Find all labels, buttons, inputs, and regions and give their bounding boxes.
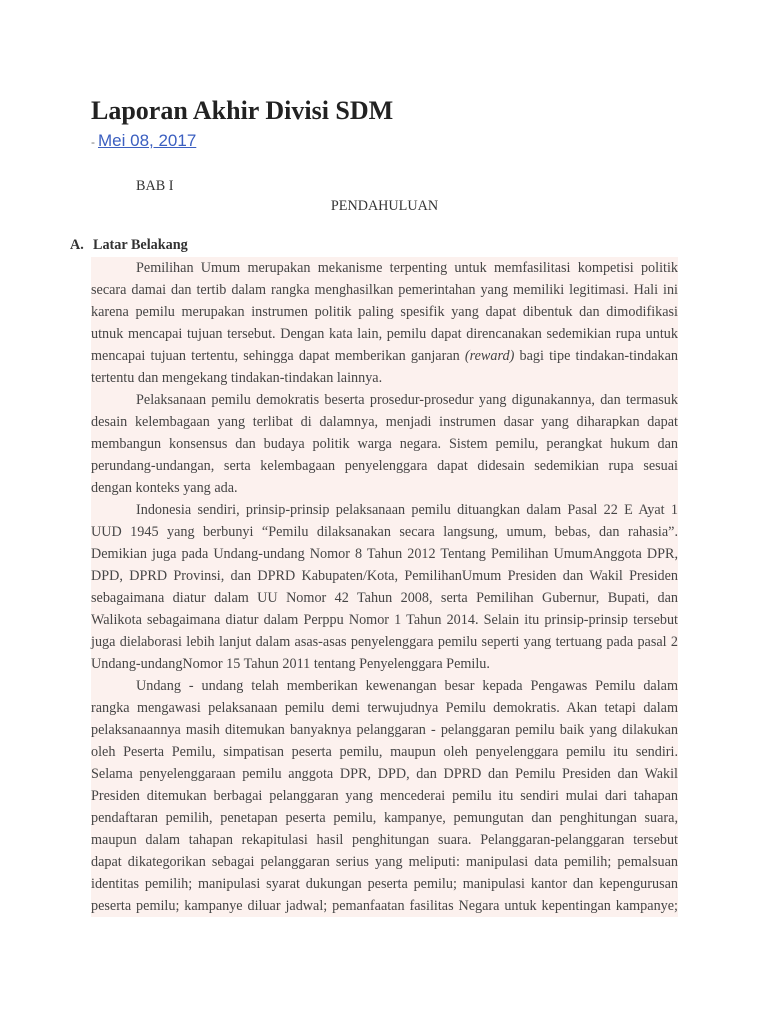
line-text: Indonesia sendiri, prinsip-prinsip pelaksanaan pemilu dituangkan dalam Pasal 22 E Ayat 1	[136, 502, 678, 518]
line-text: juga dielaborasi lebih lanjut dalam asas-asas penyelenggara pemilu seperti yang tertuang pada pasal 2	[91, 634, 678, 650]
post-meta	[91, 131, 196, 152]
line-text: rangka mengawasi pelaksanaan pemilu demi terwujudnya Pemilu demokratis. Akan tetapi dalam	[91, 700, 678, 716]
emphasis-text: (reward)	[464, 348, 515, 364]
paragraph-line	[91, 851, 678, 873]
paragraph	[91, 389, 678, 499]
line-text: peserta pemilu; kampanye diluar jadwal; pemanfaatan fasilitas Negara untuk kepentingan kampanye;	[91, 898, 678, 914]
paragraph-line	[91, 763, 678, 785]
chapter-label: BAB I	[136, 178, 174, 194]
line-text: utnuk mencapai tujuan tersebut. Dengan kata lain, pemilu dapat direncanakan sedemikian rupa untuk	[91, 326, 678, 342]
paragraph-line	[91, 323, 678, 345]
paragraph-line	[91, 279, 678, 301]
line-text: secara damai dan tertib dalam rangka menghasilkan pemerintahan yang memiliki legitimasi. Hali ini	[91, 282, 678, 298]
paragraph	[91, 499, 678, 675]
line-text: karena pemilu merupakan instrumen politik paling spesifik yang dapat dibentuk dan dimodifikasi	[91, 304, 678, 320]
line-text: Presiden ditemukan berbagai pelanggaran yang mencederai pemilu itu sendiri mulai dari tahapan	[91, 788, 678, 804]
paragraph-line	[91, 675, 678, 697]
date-prefix: -	[91, 135, 95, 149]
line-text: tertentu dan mengekang tindakan-tindakan lainnya.	[91, 370, 383, 386]
line-text: sebagaimana diatur dalam UU Nomor 42 Tahun 2008, serta Pemilihan Gubernur, Bupati, dan	[91, 590, 678, 606]
body-text	[91, 257, 678, 917]
line-text: Demikian juga pada Undang-undang Nomor 8 Tahun 2012 Tentang Pemilihan UmumAnggota DPR,	[91, 546, 678, 562]
paragraph-line	[91, 719, 678, 741]
line-text: pelaksanaannya masih ditemukan banyaknya pelanggaran - pelanggaran pemilu baik yang dilakukan	[91, 722, 678, 738]
section-marker: A.	[70, 237, 84, 253]
paragraph-line	[91, 455, 678, 477]
paragraph-line	[91, 499, 678, 521]
chapter-title: PENDAHULUAN	[330, 198, 439, 214]
line-text: oleh Peserta Pemilu, simpatisan peserta pemilu, maupun oleh penyelenggara pemilu itu sendiri.	[91, 744, 678, 760]
line-text: DPD, DPRD Provinsi, dan DPRD Kabupaten/Kota, PemilihanUmum Presiden dan Wakil Presiden	[91, 568, 678, 584]
paragraph-line	[91, 829, 678, 851]
paragraph-line	[91, 433, 678, 455]
line-text: bagi tipe tindakan-tindakan	[514, 348, 678, 364]
post-date-link[interactable]: Mei 08, 2017	[98, 131, 197, 150]
section-title: Latar Belakang	[93, 237, 188, 253]
paragraph-line	[91, 389, 678, 411]
paragraph-line	[91, 895, 678, 917]
line-text: perundang-undangan, serta kelembagaan penyelenggara dapat didesain sedemikian rupa sesuai	[91, 458, 678, 474]
line-text: UUD 1945 yang berbunyi “Pemilu dilaksanakan secara langsung, umum, bebas, dan rahasia”.	[91, 524, 678, 540]
paragraph-line	[91, 873, 678, 895]
line-text: mencapai tujuan tertentu, sehingga dapat memberikan ganjaran	[91, 348, 465, 364]
section-heading	[0, 236, 768, 254]
line-text: membangun konsensus dan budaya politik warga negara. Sistem pemilu, perangkat hukum dan	[91, 436, 678, 452]
line-text: dengan konteks yang ada.	[91, 480, 238, 496]
paragraph-line	[91, 521, 678, 543]
line-text: Pelaksanaan pemilu demokratis beserta prosedur-prosedur yang digunakannya, dan termasuk	[136, 392, 678, 408]
paragraph-line	[91, 653, 678, 675]
paragraph-line	[91, 697, 678, 719]
line-text: Undang-undangNomor 15 Tahun 2011 tentang Penyelenggara Pemilu.	[91, 656, 490, 672]
paragraph-line	[91, 411, 678, 433]
paragraph-line	[91, 367, 678, 389]
paragraph	[91, 675, 678, 917]
paragraph-line	[91, 609, 678, 631]
line-text: Undang - undang telah memberikan kewenangan besar kepada Pengawas Pemilu dalam	[136, 678, 678, 694]
line-text: identitas pemilih; manipulasi syarat dukungan peserta pemilu; manipulasi kantor dan kepengurusan	[91, 876, 678, 892]
paragraph-line	[91, 345, 678, 367]
paragraph-line	[91, 477, 678, 499]
line-text: maupun dalam tahapan rekapitulasi hasil penghitungan suara. Pelanggaran-pelanggaran tersebut	[91, 832, 678, 848]
line-text: Pemilihan Umum merupakan mekanisme terpenting untuk memfasilitasi kompetisi politik	[136, 260, 678, 276]
line-text: Walikota sebagaimana diatur dalam Perppu Nomor 1 Tahun 2014. Selain itu prinsip-prinsip tersebut	[91, 612, 678, 628]
line-text: desain kelembagaan yang terlibat di dalamnya, menjadi instrumen dasar yang diharapkan dapat	[91, 414, 678, 430]
paragraph-line	[91, 785, 678, 807]
paragraph-line	[91, 257, 678, 279]
paragraph-line	[91, 565, 678, 587]
line-text: Selama penyelenggaraan pemilu anggota DPR, DPD, dan DPRD dan Pemilu Presiden dan Wakil	[91, 766, 678, 782]
paragraph-line	[91, 543, 678, 565]
paragraph-line	[91, 587, 678, 609]
paragraph-line	[91, 741, 678, 763]
paragraph-line	[91, 631, 678, 653]
paragraph-line	[91, 807, 678, 829]
line-text: pendaftaran pemilih, penetapan peserta pemilu, kampanye, pemungutan dan penghitungan suara,	[91, 810, 678, 826]
paragraph	[91, 257, 678, 389]
paragraph-line	[91, 301, 678, 323]
post-title: Laporan Akhir Divisi SDM	[91, 96, 394, 125]
line-text: dapat dikategorikan sebagai pelanggaran serius yang meliputi: manipulasi data pemilih; pemalsuan	[91, 854, 678, 870]
